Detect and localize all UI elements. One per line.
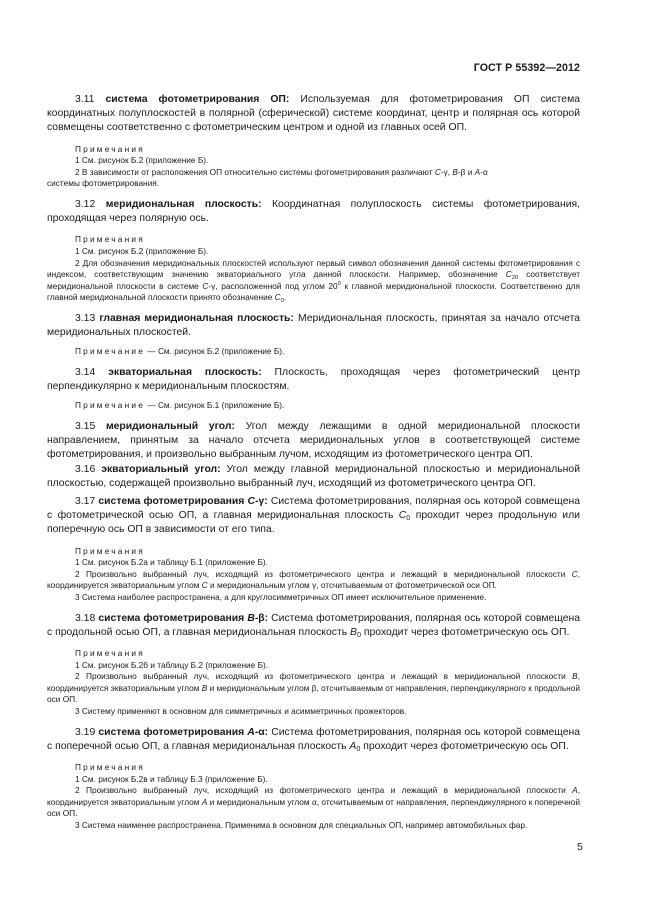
clause-3-19: 3.19 система фотометрирования A-α: Система фотометрирования, полярная ось которой совмещена с поперечной осью ОП, а главная меридиональная плоскость $A_0$ проходит через фотометрическую ось ОП. [47,726,580,753]
clause-3-17: 3.17 система фотометрирования C-γ: Система фотометрирования, полярная ось которой совмещена с фотометрической осью ОП, а главная меридиональная плоскость $C_0$ проходит через продольную или поперечную ось ОП в зависимости от его типа. [47,495,580,536]
term: система фотометрирования ОП: [105,94,290,105]
clause-number: 3.18 [75,612,96,624]
note: 1 См. рисунок Б.2в и таблицу Б.3 (приложение Б). [75,773,268,784]
note: 3 Система наиболее распространена, а для круглосимметричных ОП имеет исключительное применение. [75,591,487,602]
clause-3-11 [47,93,580,136]
note: 1 См. рисунок Б.2а и таблицу Б.1 (приложение Б). [75,557,268,568]
notes-3-17 [47,546,580,604]
term: система фотометрирования B-β: [98,612,269,624]
notes-heading: Примечания [75,761,145,772]
definition: Система фотометрирования, полярная ось которой совмещена с поперечной осью ОП, а главная меридиональная плоскость [47,726,580,752]
note: — См. рисунок Б.2 (приложение Б). [145,346,285,357]
definition: Система фотометрирования, полярная ось которой совмещена с продольной осью ОП, а главная меридиональная плоскость [47,612,580,638]
definition: Плоскость, проходящая через фотометрический центр перпендикулярно к меридиональным плоскостям. [47,366,580,393]
term: главная меридиональная плоскость: [99,312,294,324]
clause-3-13 [47,312,580,340]
note: 2 Произвольно выбранный луч, исходящий из фотометрического центра и лежащий в меридиональной плоскости B, координируется экваториальным углом B и меридиональным углом β, отсчитываемым от направления, перпендикулярного к продольной оси ОП. [47,671,580,705]
page-number: 5 [577,842,583,853]
clause-number: 3.14 [75,366,96,378]
definition: Используемая для фотометрирования ОП система координатных полуплоскостей в полярной (сферической) системе координат, центр и полярная ось которой совмещены соответственно с фотометрическим центром и одной из главных осей ОП. [47,94,581,134]
note: 2 Для обозначения меридиональных плоскостей используют первый символ обозначения данной системы фотометрирования с индексом, соответствующим значению экваториального угла данной плоскости. Например, обозначение $C_{20}$ соответствует меридиональной плоскости в системе C-γ, расположенной под углом $20^0$ к главной меридиональной плоскости. Соответственно для главной меридиональной плоскости принято обозначение $C_0$. [47,257,581,305]
note: 1 См. рисунок Б.2 (приложение Б). [75,155,209,166]
notes-heading: Примечания [75,234,145,245]
definition: Система фотометрирования, полярная ось которой совмещена с фотометрической осью ОП, а главная меридиональная плоскость [47,495,580,522]
note: 2 В зависимости от расположения ОП относительно системы фотометрирования различают C-γ, B-β и A-α [75,166,488,177]
clause-number: 3.11 [75,94,95,105]
notes-3-18 [47,648,580,718]
clause-number: 3.13 [75,312,96,324]
note: — См. рисунок Б.1 (приложение Б). [145,400,285,411]
note: 3 Систему применяют в основном для симметричных и асимметричных прожекторов. [75,705,407,716]
note: 2 Произвольно выбранный луч, исходящий из фотометрического центра и лежащий в меридиональной плоскости C, координируется экваториальным углом C и меридиональным углом γ, отсчитываемым от фотометрической оси ОП. [47,568,580,591]
term: меридиональная плоскость: [105,198,262,210]
notes-3-19 [47,762,580,832]
notes-heading: Примечания [75,545,145,556]
clause-3-12 [47,198,580,226]
term: система фотометрирования A-α: [98,726,269,738]
definition: Меридиональная плоскость, принятая за начало отсчета меридиональных плоскостей. [47,312,581,339]
page-content [47,93,580,831]
definition: Координатная полуплоскость системы фотометрирования, проходящая через полярную ось. [47,198,581,225]
clause-number: 3.17 [75,495,96,507]
definition: Угол между главной меридиональной плоскостью и меридиональной плоскостью, содержащей произвольно выбранный луч, исходящий из фотометрического центра ОП. [47,463,580,489]
definition: Угол между лежащими в одной меридиональной плоскости направлением, принятым за начало отсчета меридиональных углов в соответствующей системе фотометрирования, и произвольно выбранным лучом, исходящим из фотометрического центра ОП. [47,420,581,461]
clause-3-14 [47,366,580,394]
note: 2 Произвольно выбранный луч, исходящий из фотометрического центра и лежащий в меридиональной плоскости A, координируется экваториальным углом A и меридиональным углом α, отсчитываемым от направления, перпендикулярного к поперечной оси ОП. [47,785,580,819]
notes-heading: Примечания [75,143,145,154]
clause-3-15 [47,420,580,463]
term: система фотометрирования C-γ: [98,495,268,507]
notes-heading: Примечания [75,647,145,658]
note: 1 См. рисунок Б.2 (приложение Б). [75,245,209,256]
note-3-13 [47,346,580,358]
clause-number: 3.15 [75,420,96,432]
standard-designation: ГОСТ Р 55392—2012 [473,62,580,74]
note-heading: Примечание [75,400,146,411]
notes-3-11 [47,144,580,190]
note: 1 См. рисунок Б.2б и таблицу Б.2 (приложение Б). [75,659,269,670]
note-continuation: системы фотометрирования. [47,178,160,189]
term: экваториальный угол: [101,463,221,475]
clause-number: 3.12 [75,198,96,210]
clause-number: 3.19 [75,726,96,738]
clause-3-18: 3.18 система фотометрирования B-β: Система фотометрирования, полярная ось которой совмещена с продольной осью ОП, а главная меридиональная плоскость $B_0$ проходит через фотометрическую ось ОП. [47,612,580,639]
note-heading: Примечание [75,346,146,357]
clause-3-16 [47,463,580,491]
note: 3 Система наименее распространена. Применима в основном для специальных ОП, например автомобильных фар. [75,819,528,830]
note-3-14 [47,400,580,412]
notes-3-12 [47,234,580,304]
clause-number: 3.16 [75,463,96,475]
term: экваториальная плоскость: [108,366,262,378]
term: меридиональный угол: [105,420,235,432]
